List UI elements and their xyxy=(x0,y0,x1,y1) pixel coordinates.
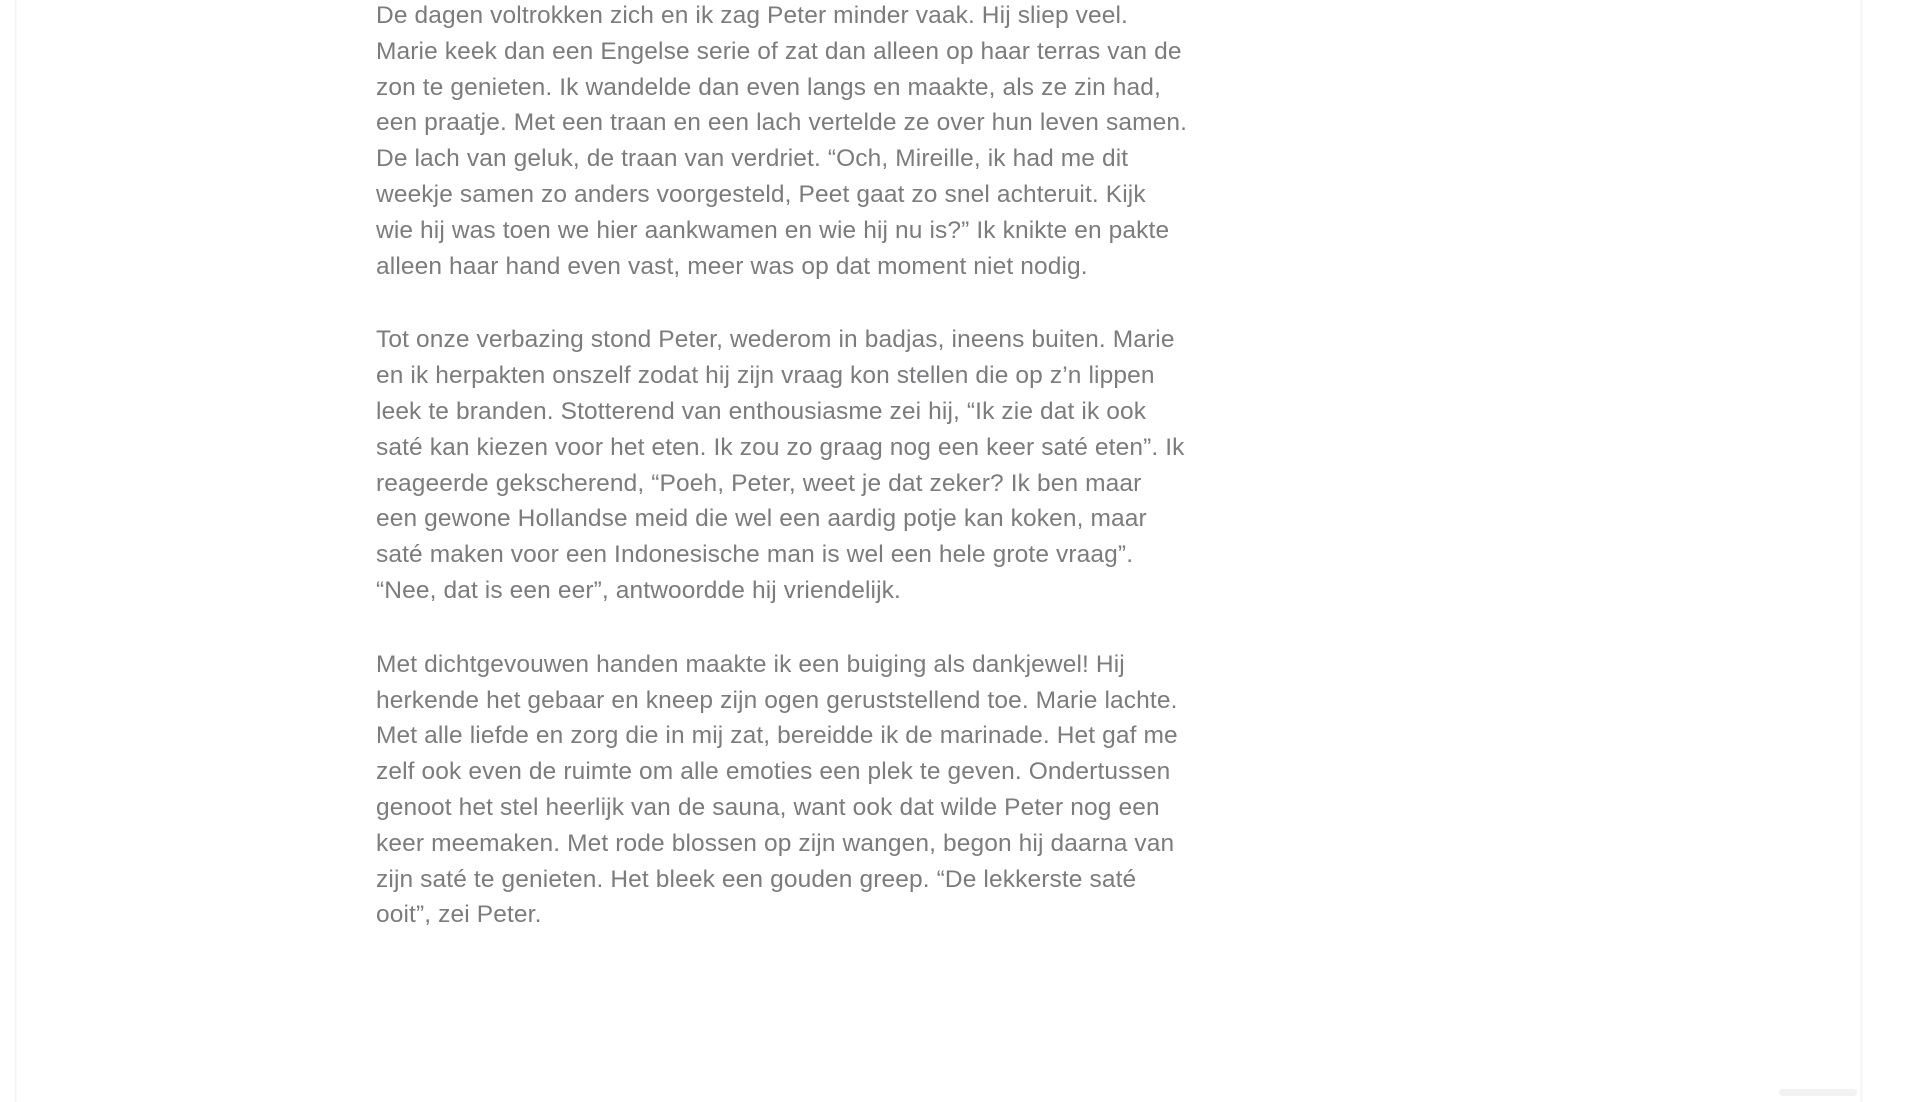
horizontal-scrollbar-thumb[interactable] xyxy=(1779,1089,1857,1096)
article-paragraph: De dagen voltrokken zich en ik zag Peter minder vaak. Hij sliep veel. Marie keek dan een Engelse serie of zat dan alleen op haar terras van de zon te genieten. Ik wandelde dan even langs en maakte, als ze zin had, een praatje. Met een traan en een lach vertelde ze over hun leven samen. De lach van geluk, de traan van verdriet. “Och, Mireille, ik had me dit weekje samen zo anders voorgesteld, Peet gaat zo snel achteruit. Kijk wie hij was toen we hier aankwamen en wie hij nu is?” Ik knikte en pakte alleen haar hand even vast, meer was op dat moment niet nodig. xyxy=(376,2,1188,280)
right-page-edge-rule xyxy=(1860,0,1863,1102)
article-paragraph: Met dichtgevouwen handen maakte ik een buiging als dankjewel! Hij herkende het gebaar en kneep zijn ogen geruststellend toe. Marie lachte. Met alle liefde en zorg die in mij zat, bereidde ik de marinade. Het gaf me zelf ook even de ruimte om alle emoties een plek te geven. Ondertussen genoot het stel heerlijk van de sauna, want ook dat wilde Peter nog een keer meemaken. Met rode blossen op zijn wangen, begon hij daarna van zijn saté te genieten. Het bleek een gouden greep. “De lekkerste saté ooit”, zei Peter. xyxy=(376,650,1178,929)
article-text-column xyxy=(376,0,1188,933)
article-viewport[interactable] xyxy=(17,0,1860,1102)
article-paragraph: Tot onze verbazing stond Peter, wederom in badjas, ineens buiten. Marie en ik herpakten onszelf zodat hij zijn vraag kon stellen die op z’n lippen leek te branden. Stotterend van enthousiasme zei hij, “Ik zie dat ik ook saté kan kiezen voor het eten. Ik zou zo graag nog een keer saté eten”. Ik reageerde gekscherend, “Poeh, Peter, weet je dat zeker? Ik ben maar een gewone Hollandse meid die wel een aardig potje kan koken, maar saté maken voor een Indonesische man is wel een hele grote vraag”. “Nee, dat is een eer”, antwoordde hij vriendelijk. xyxy=(376,326,1185,604)
scrollbar-corner xyxy=(1903,1086,1919,1102)
